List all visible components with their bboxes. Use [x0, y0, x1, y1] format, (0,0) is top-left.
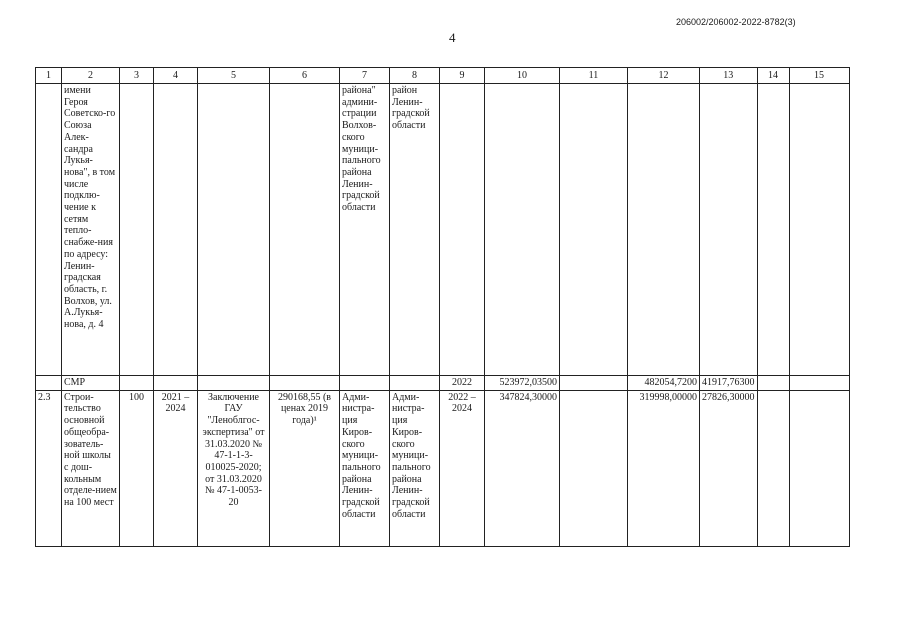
table-cell: 2022 [440, 376, 485, 391]
table-row [36, 390, 850, 546]
col-header: 7 [340, 68, 390, 84]
table-cell: СМР [62, 376, 120, 391]
table-cell: 523972,03500 [485, 376, 560, 391]
table-cell: район Ленин-градской области [390, 84, 440, 376]
table-cell: Адми-нистра-ция Киров-ского муници-пального района Ленин-градской области [340, 390, 390, 546]
data-table [35, 67, 850, 547]
col-header: 3 [120, 68, 154, 84]
col-header: 2 [62, 68, 120, 84]
table-cell [757, 84, 789, 376]
table-cell [154, 84, 198, 376]
col-header: 5 [198, 68, 270, 84]
table-cell [560, 390, 628, 546]
table-cell [628, 84, 700, 376]
table-cell [270, 84, 340, 376]
table-cell: 2.3 [36, 390, 62, 546]
header-row [36, 68, 850, 84]
table-cell: Заключение ГАУ "Леноблгос-экспертиза" от 31.03.2020 № 47-1-1-3-010025-2020; от 31.03.2020 № 47-1-0053-20 [198, 390, 270, 546]
table-cell [270, 376, 340, 391]
table-cell: 2021 – 2024 [154, 390, 198, 546]
table-cell [120, 376, 154, 391]
table-cell [390, 376, 440, 391]
table-cell [36, 84, 62, 376]
table-cell [789, 84, 849, 376]
table-cell [120, 84, 154, 376]
table-row [36, 376, 850, 391]
table-cell [789, 390, 849, 546]
table-cell [440, 84, 485, 376]
table-cell [198, 84, 270, 376]
table-cell [198, 376, 270, 391]
table-cell: 482054,7200 [628, 376, 700, 391]
col-header: 14 [757, 68, 789, 84]
table-cell [757, 376, 789, 391]
col-header: 10 [485, 68, 560, 84]
table-cell: Адми-нистра-ция Киров-ского муници-пального района Ленин-градской области [390, 390, 440, 546]
col-header: 8 [390, 68, 440, 84]
col-header: 4 [154, 68, 198, 84]
table-cell: 290168,55 (в ценах 2019 года)¹ [270, 390, 340, 546]
table-cell: имени Героя Советско-го Союза Алек-сандра Лукья-нова", в том числе подклю-чение к сетям тепло-снабже-ния по адресу: Ленин-градская область, г. Волхов, ул. А.Лукья-нова, д. 4 [62, 84, 120, 376]
document-number: 206002/206002-2022-8782(3) [676, 17, 796, 27]
table-cell [154, 376, 198, 391]
table-cell [700, 84, 758, 376]
page-number: 4 [449, 30, 456, 45]
col-header: 6 [270, 68, 340, 84]
table-row [36, 84, 850, 376]
col-header: 1 [36, 68, 62, 84]
table-cell [485, 84, 560, 376]
col-header: 15 [789, 68, 849, 84]
table-cell [560, 84, 628, 376]
table-cell: района" админи-страции Волхов-ского муници-пального района Ленин-градской области [340, 84, 390, 376]
table-cell: 27826,30000 [700, 390, 758, 546]
table-cell: 41917,76300 [700, 376, 758, 391]
table-cell [340, 376, 390, 391]
col-header: 11 [560, 68, 628, 84]
col-header: 13 [700, 68, 758, 84]
table-cell: 100 [120, 390, 154, 546]
table-cell: 347824,30000 [485, 390, 560, 546]
table-cell [757, 390, 789, 546]
table-cell: 2022 – 2024 [440, 390, 485, 546]
table-cell [560, 376, 628, 391]
table-cell: Строи-тельство основной общеобра-зователь-ной школы с дош-кольным отделе-нием на 100 мест [62, 390, 120, 546]
table-cell [36, 376, 62, 391]
col-header: 9 [440, 68, 485, 84]
table-cell: 319998,00000 [628, 390, 700, 546]
table-cell [789, 376, 849, 391]
col-header: 12 [628, 68, 700, 84]
